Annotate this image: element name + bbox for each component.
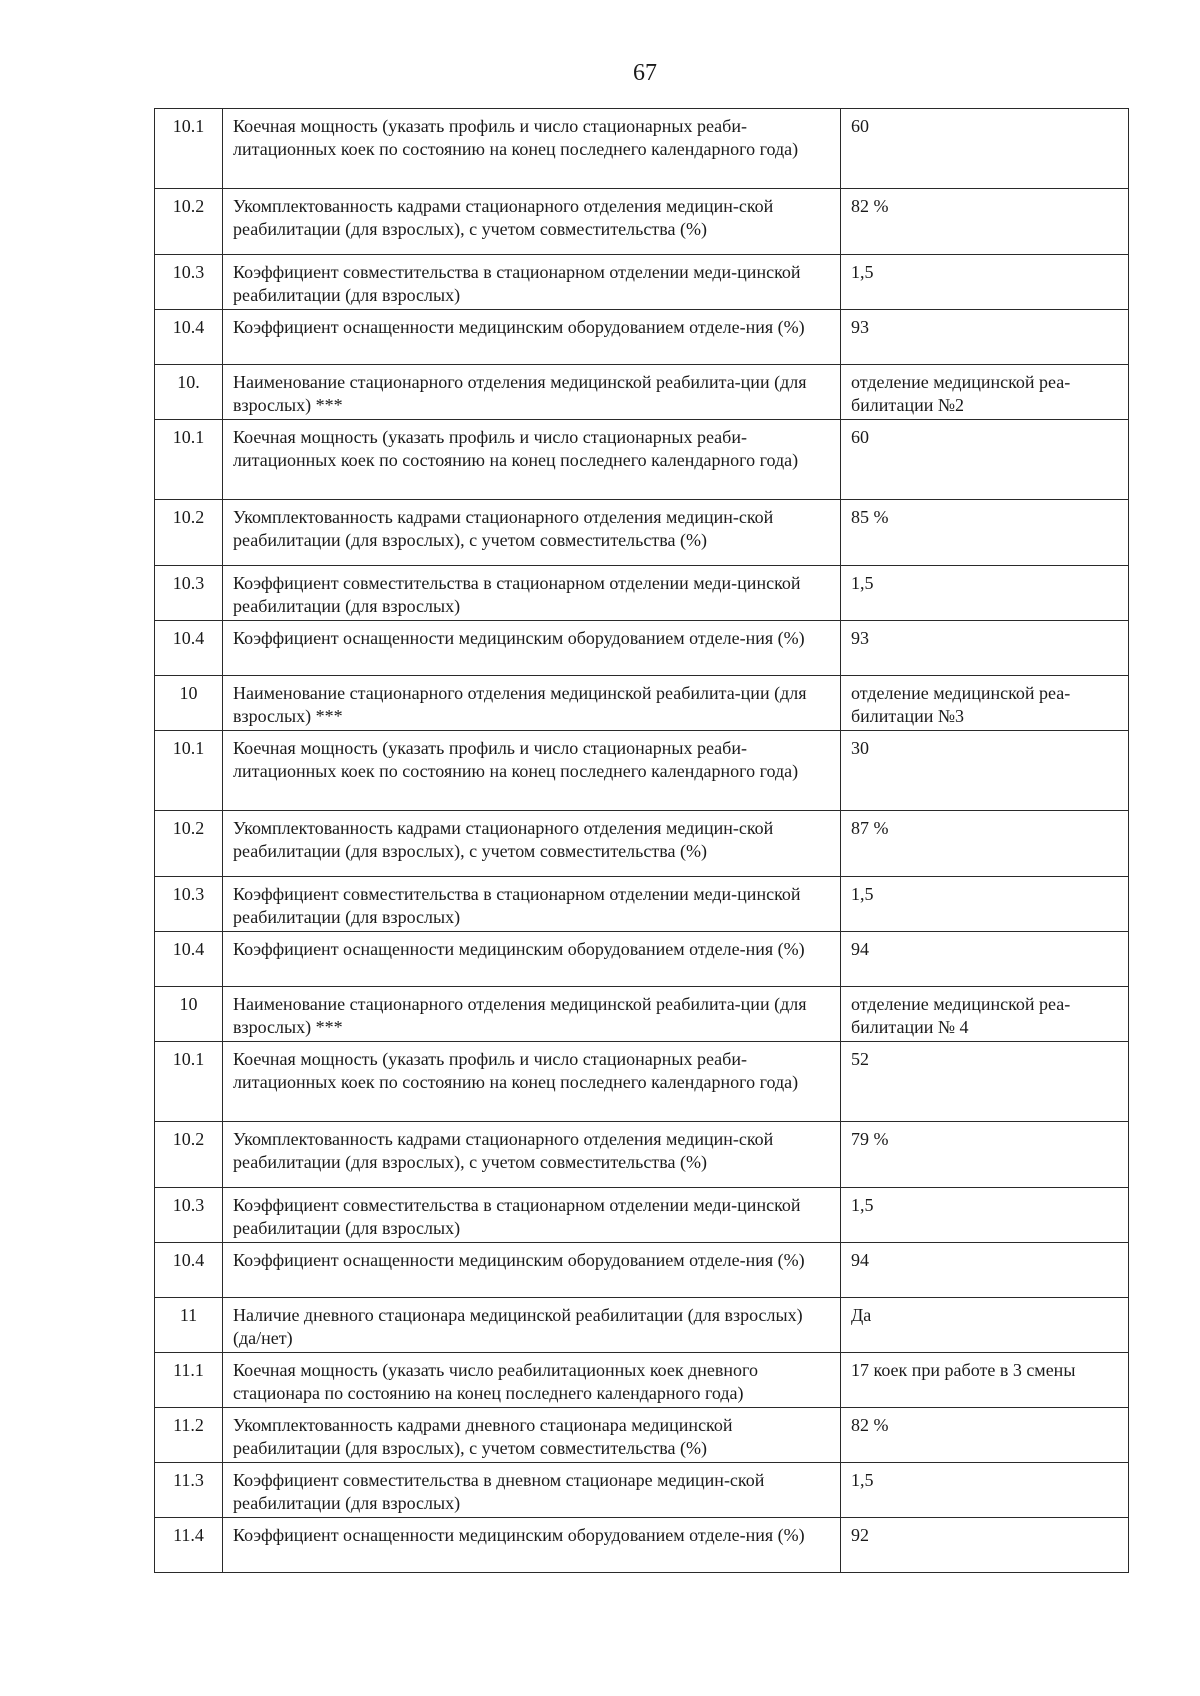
row-value: 87 % — [841, 811, 1129, 877]
row-value: 82 % — [841, 1408, 1129, 1463]
row-description: Укомплектованность кадрами стационарного отделения медицин-ской реабилитации (для взрослых), с учетом совместительства (%) — [223, 1122, 841, 1188]
row-description: Укомплектованность кадрами стационарного отделения медицин-ской реабилитации (для взрослых), с учетом совместительства (%) — [223, 189, 841, 255]
row-number: 10.1 — [155, 420, 223, 500]
row-description: Укомплектованность кадрами дневного стационара медицинской реабилитации (для взрослых), с учетом совместительства (%) — [223, 1408, 841, 1463]
table-row — [155, 676, 1129, 731]
row-number: 10.1 — [155, 1042, 223, 1122]
row-number: 10.1 — [155, 731, 223, 811]
row-value: 1,5 — [841, 877, 1129, 932]
row-number: 10. — [155, 365, 223, 420]
row-value: отделение медицинской реа-билитации №2 — [841, 365, 1129, 420]
row-description: Коэффициент совместительства в стационарном отделении меди-цинской реабилитации (для взрослых) — [223, 255, 841, 310]
table-row — [155, 1463, 1129, 1518]
row-value: 60 — [841, 420, 1129, 500]
row-number: 10.3 — [155, 877, 223, 932]
row-description: Коэффициент совместительства в стационарном отделении меди-цинской реабилитации (для взрослых) — [223, 877, 841, 932]
row-number: 10.4 — [155, 932, 223, 987]
row-description: Укомплектованность кадрами стационарного отделения медицин-ской реабилитации (для взрослых), с учетом совместительства (%) — [223, 500, 841, 566]
row-value: 1,5 — [841, 1463, 1129, 1518]
row-number: 11 — [155, 1298, 223, 1353]
row-description: Наименование стационарного отделения медицинской реабилита-ции (для взрослых) *** — [223, 987, 841, 1042]
table-body — [155, 109, 1129, 1573]
row-description: Коэффициент оснащенности медицинским оборудованием отделе-ния (%) — [223, 1518, 841, 1573]
row-description: Коэффициент оснащенности медицинским оборудованием отделе-ния (%) — [223, 621, 841, 676]
row-number: 11.1 — [155, 1353, 223, 1408]
row-description: Наименование стационарного отделения медицинской реабилита-ции (для взрослых) *** — [223, 676, 841, 731]
row-description: Укомплектованность кадрами стационарного отделения медицин-ской реабилитации (для взрослых), с учетом совместительства (%) — [223, 811, 841, 877]
row-value: 92 — [841, 1518, 1129, 1573]
page-number: 67 — [633, 60, 657, 86]
table-row — [155, 1408, 1129, 1463]
table-row — [155, 1298, 1129, 1353]
row-value: 94 — [841, 1243, 1129, 1298]
row-value: 1,5 — [841, 255, 1129, 310]
row-number: 10.2 — [155, 500, 223, 566]
row-value: Да — [841, 1298, 1129, 1353]
row-description: Коэффициент оснащенности медицинским оборудованием отделе-ния (%) — [223, 1243, 841, 1298]
row-value: отделение медицинской реа-билитации № 4 — [841, 987, 1129, 1042]
row-value: 94 — [841, 932, 1129, 987]
row-value: 82 % — [841, 189, 1129, 255]
row-value: 60 — [841, 109, 1129, 189]
row-number: 10 — [155, 987, 223, 1042]
row-description: Коэффициент совместительства в дневном стационаре медицин-ской реабилитации (для взрослых) — [223, 1463, 841, 1518]
row-description: Коечная мощность (указать профиль и число стационарных реаби-литационных коек по состоянию на конец последнего календарного года) — [223, 109, 841, 189]
row-description: Коэффициент оснащенности медицинским оборудованием отделе-ния (%) — [223, 932, 841, 987]
row-number: 10.3 — [155, 255, 223, 310]
row-description: Наименование стационарного отделения медицинской реабилита-ции (для взрослых) *** — [223, 365, 841, 420]
row-number: 10.2 — [155, 1122, 223, 1188]
table-row — [155, 621, 1129, 676]
table-row — [155, 1518, 1129, 1573]
row-number: 10.4 — [155, 1243, 223, 1298]
table-row — [155, 420, 1129, 500]
row-value: 93 — [841, 310, 1129, 365]
row-value: отделение медицинской реа-билитации №3 — [841, 676, 1129, 731]
table-row — [155, 365, 1129, 420]
row-value: 52 — [841, 1042, 1129, 1122]
row-value: 93 — [841, 621, 1129, 676]
table-row — [155, 310, 1129, 365]
row-value: 1,5 — [841, 566, 1129, 621]
table-row — [155, 500, 1129, 566]
row-value: 79 % — [841, 1122, 1129, 1188]
row-description: Коэффициент совместительства в стационарном отделении меди-цинской реабилитации (для взрослых) — [223, 566, 841, 621]
table-row — [155, 877, 1129, 932]
row-description: Коэффициент оснащенности медицинским оборудованием отделе-ния (%) — [223, 310, 841, 365]
row-number: 11.4 — [155, 1518, 223, 1573]
row-number: 10 — [155, 676, 223, 731]
table-row — [155, 1353, 1129, 1408]
row-number: 10.3 — [155, 566, 223, 621]
table-row — [155, 255, 1129, 310]
table-row — [155, 987, 1129, 1042]
row-value: 1,5 — [841, 1188, 1129, 1243]
table-row — [155, 109, 1129, 189]
row-number: 10.1 — [155, 109, 223, 189]
table-row — [155, 1243, 1129, 1298]
row-description: Коечная мощность (указать профиль и число стационарных реаби-литационных коек по состоянию на конец последнего календарного года) — [223, 731, 841, 811]
row-description: Коечная мощность (указать профиль и число стационарных реаби-литационных коек по состоянию на конец последнего календарного года) — [223, 420, 841, 500]
table-row — [155, 1188, 1129, 1243]
row-value: 85 % — [841, 500, 1129, 566]
row-description: Коечная мощность (указать профиль и число стационарных реаби-литационных коек по состоянию на конец последнего календарного года) — [223, 1042, 841, 1122]
table-row — [155, 731, 1129, 811]
row-number: 10.2 — [155, 189, 223, 255]
table-row — [155, 932, 1129, 987]
table-row — [155, 1042, 1129, 1122]
row-number: 10.3 — [155, 1188, 223, 1243]
table-row — [155, 189, 1129, 255]
data-table — [154, 108, 1129, 1573]
row-number: 10.4 — [155, 621, 223, 676]
row-value: 30 — [841, 731, 1129, 811]
row-value: 17 коек при работе в 3 смены — [841, 1353, 1129, 1408]
row-description: Коэффициент совместительства в стационарном отделении меди-цинской реабилитации (для взрослых) — [223, 1188, 841, 1243]
row-number: 10.2 — [155, 811, 223, 877]
table-row — [155, 811, 1129, 877]
row-number: 11.2 — [155, 1408, 223, 1463]
row-description: Наличие дневного стационара медицинской реабилитации (для взрослых) (да/нет) — [223, 1298, 841, 1353]
table-row — [155, 566, 1129, 621]
row-number: 10.4 — [155, 310, 223, 365]
row-number: 11.3 — [155, 1463, 223, 1518]
row-description: Коечная мощность (указать число реабилитационных коек дневного стационара по состоянию на конец последнего календарного года) — [223, 1353, 841, 1408]
table-row — [155, 1122, 1129, 1188]
